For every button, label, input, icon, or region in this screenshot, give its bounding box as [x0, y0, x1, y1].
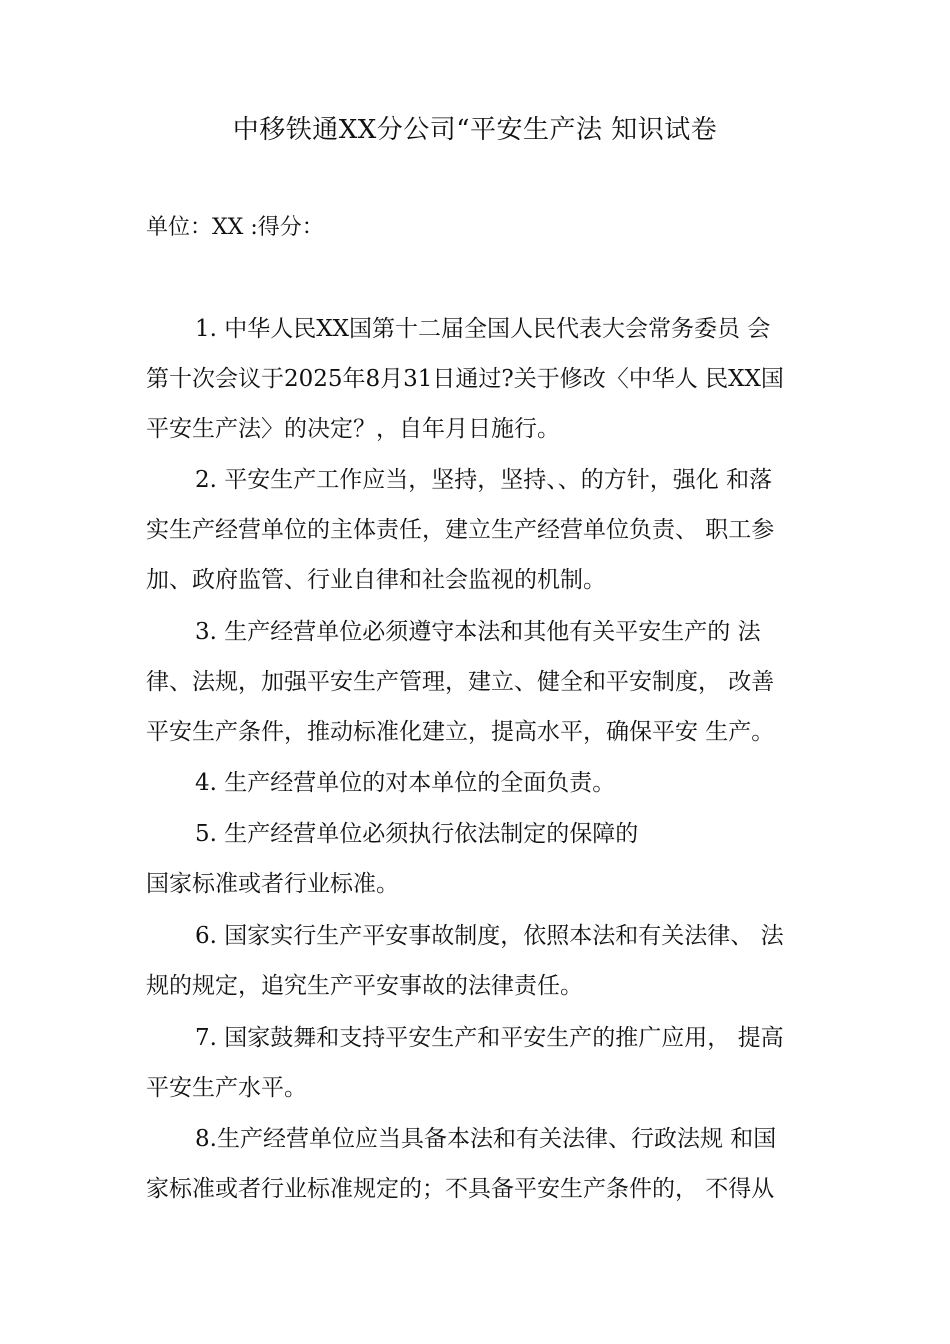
paragraph-line: 律、法规，加强平安生产管理，建立、健全和平安制度， 改善	[146, 669, 775, 695]
paragraph-line: 2. 平安生产工作应当，坚持，坚持、、的方针，强化 和落	[195, 467, 773, 493]
paragraph-line: 5. 生产经营单位必须执行依法制定的保障的	[195, 821, 639, 847]
paragraph-line: 平安生产条件，推动标准化建立，提高水平，确保平安 生产。	[146, 719, 775, 745]
unit-score-line: 单位：XX :得分：	[146, 215, 324, 240]
paragraph-line: 平安生产水平。	[146, 1075, 307, 1101]
paragraph-line: 8.生产经营单位应当具备本法和有关法律、行政法规 和国	[195, 1126, 777, 1152]
paragraph-line: 平安生产法〉的决定？，自年月日施行。	[146, 416, 560, 442]
paragraph-line: 6. 国家实行生产平安事故制度，依照本法和有关法律、 法	[195, 923, 784, 949]
paragraph-line: 规的规定，追究生产平安事故的法律责任。	[146, 973, 583, 999]
paragraph-line: 3. 生产经营单位必须遵守本法和其他有关平安生产的 法	[195, 619, 761, 645]
paragraph-line: 实生产经营单位的主体责任，建立生产经营单位负责、 职工参	[146, 517, 775, 543]
paragraph-line: 4. 生产经营单位的对本单位的全面负责。	[195, 770, 616, 796]
page-title: 中移铁通XX分公司“平安生产法 知识试卷	[232, 115, 718, 145]
paragraph-line: 家标准或者行业标准规定的；不具备平安生产条件的， 不得从	[146, 1176, 775, 1202]
paragraph-line: 7. 国家鼓舞和支持平安生产和平安生产的推广应用， 提高	[195, 1025, 784, 1051]
paragraph-line: 国家标准或者行业标准。	[146, 871, 399, 897]
paragraph-line: 1. 中华人民XX国第十二届全国人民代表大会常务委员 会	[195, 316, 771, 342]
paragraph-line: 第十次会议于2025年8月31日通过?关于修改〈中华人 民XX国	[146, 366, 784, 392]
paragraph-line: 加、政府监管、行业自律和社会监视的机制。	[146, 567, 606, 593]
